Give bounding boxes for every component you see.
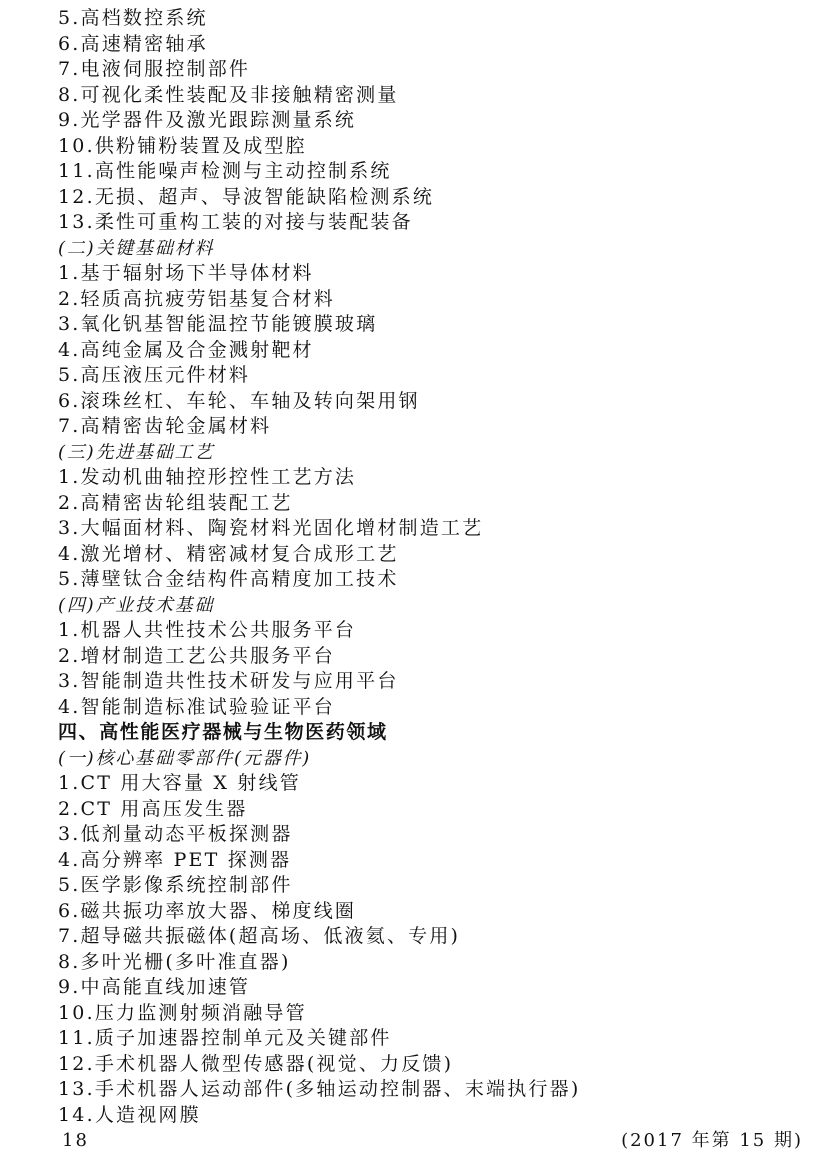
list-item: 10.供粉铺粉装置及成型腔 xyxy=(58,134,307,157)
list-item: 9.光学器件及激光跟踪测量系统 xyxy=(58,109,357,131)
list-item: 10.压力监测射频消融导管 xyxy=(58,1001,307,1024)
list-item: 3.低剂量动态平板探测器 xyxy=(58,823,293,845)
list-item: 5.医学影像系统控制部件 xyxy=(58,874,293,896)
text-body xyxy=(58,6,818,1128)
list-item: 11.高性能噪声检测与主动控制系统 xyxy=(58,160,392,182)
list-item: 6.滚珠丝杠、车轮、车轴及转向架用钢 xyxy=(58,389,420,412)
page-footer xyxy=(58,1128,803,1154)
list-item: 5.高档数控系统 xyxy=(58,7,208,29)
list-item: 8.可视化柔性装配及非接触精密测量 xyxy=(58,83,399,106)
list-item: 4.激光增材、精密减材复合成形工艺 xyxy=(58,542,399,565)
list-item: 3.大幅面材料、陶瓷材料光固化增材制造工艺 xyxy=(58,517,484,539)
list-item: 6.磁共振功率放大器、梯度线圈 xyxy=(58,899,357,922)
list-item: 7.超导磁共振磁体(超高场、低液氦、专用) xyxy=(58,925,461,947)
list-item: 12.无损、超声、导波智能缺陷检测系统 xyxy=(58,185,435,208)
list-item: 11.质子加速器控制单元及关键部件 xyxy=(58,1027,392,1049)
list-item: 1.CT 用大容量 X 射线管 xyxy=(58,772,301,794)
list-item: 9.中高能直线加速管 xyxy=(58,976,251,998)
list-item: 8.多叶光栅(多叶准直器) xyxy=(58,950,291,973)
list-item: 13.手术机器人运动部件(多轴运动控制器、末端执行器) xyxy=(58,1078,581,1100)
list-item: 12.手术机器人微型传感器(视觉、力反馈) xyxy=(58,1052,454,1075)
list-item: 4.智能制造标准试验验证平台 xyxy=(58,695,335,718)
list-item: 7.电液伺服控制部件 xyxy=(58,58,251,80)
list-item: 5.高压液压元件材料 xyxy=(58,364,251,386)
subsection-heading: (三)先进基础工艺 xyxy=(58,441,215,463)
list-item: 3.智能制造共性技术研发与应用平台 xyxy=(58,670,399,692)
list-item: 14.人造视网膜 xyxy=(58,1103,201,1126)
subsection-heading: (二)关键基础材料 xyxy=(58,237,215,259)
list-item: 4.高分辨率 PET 探测器 xyxy=(58,848,292,871)
issue-info: (2017 年第 15 期) xyxy=(621,1130,803,1151)
list-item: 1.基于辐射场下半导体材料 xyxy=(58,262,314,284)
list-item: 1.机器人共性技术公共服务平台 xyxy=(58,619,357,641)
list-item: 2.增材制造工艺公共服务平台 xyxy=(58,644,335,667)
subsection-heading: (一)核心基础零部件(元器件) xyxy=(58,747,312,769)
list-item: 5.薄壁钛合金结构件高精度加工技术 xyxy=(58,568,399,590)
list-item: 13.柔性可重构工装的对接与装配装备 xyxy=(58,211,413,233)
list-item: 3.氧化钒基智能温控节能镀膜玻璃 xyxy=(58,313,378,335)
list-item: 4.高纯金属及合金溅射靶材 xyxy=(58,338,314,361)
list-item: 2.CT 用高压发生器 xyxy=(58,797,248,820)
list-item: 7.高精密齿轮金属材料 xyxy=(58,415,272,437)
page-number: 18 xyxy=(62,1130,89,1151)
section-heading: 四、高性能医疗器械与生物医药领域 xyxy=(58,721,388,743)
list-item: 2.高精密齿轮组装配工艺 xyxy=(58,491,293,514)
list-item: 1.发动机曲轴控形控性工艺方法 xyxy=(58,466,357,488)
list-item: 2.轻质高抗疲劳铝基复合材料 xyxy=(58,287,335,310)
subsection-heading: (四)产业技术基础 xyxy=(58,594,215,616)
list-item: 6.高速精密轴承 xyxy=(58,32,208,55)
